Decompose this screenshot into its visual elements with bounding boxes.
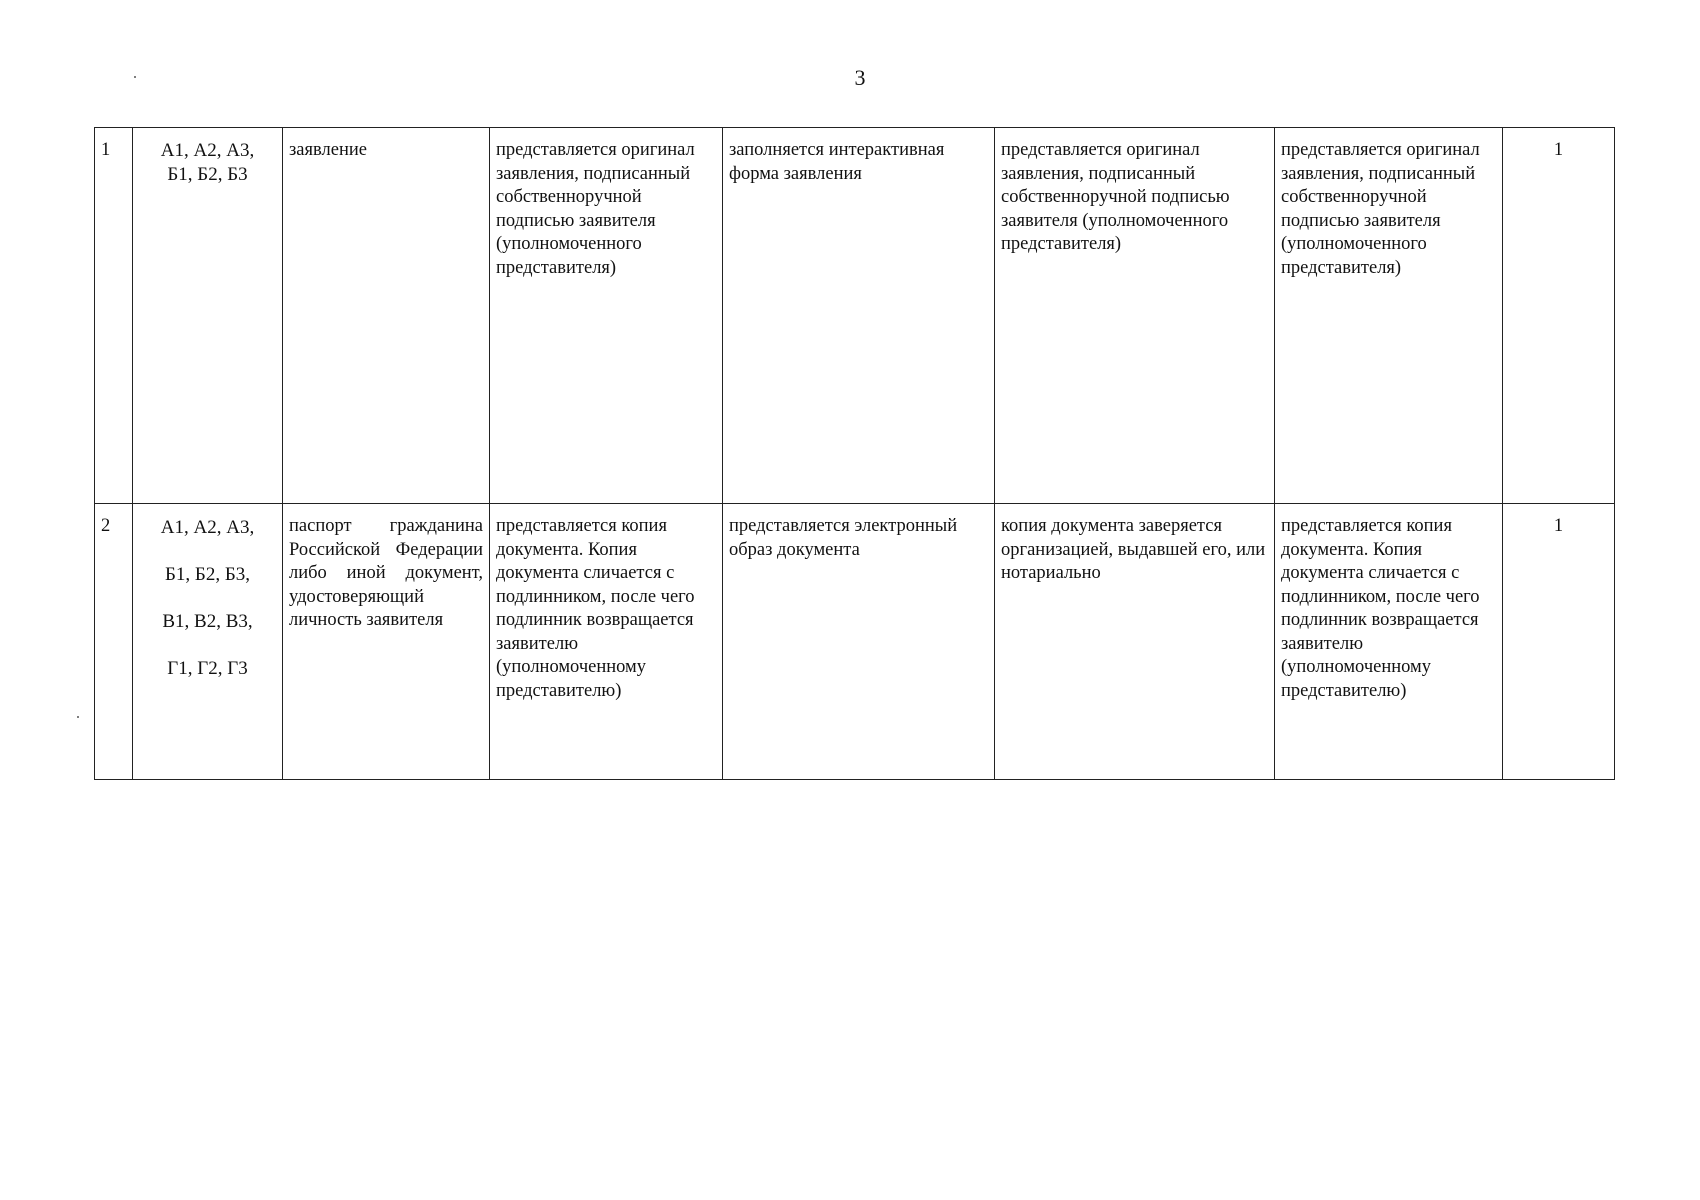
requirement-cell: представляется оригинал заявления, подписанный собственноручной подписью заявителя (уполномоченного представителя) — [1275, 128, 1503, 504]
category-cell — [133, 504, 283, 780]
electronic-form-cell: заполняется интерактивная форма заявления — [723, 128, 995, 504]
page-number: 3 — [854, 65, 866, 90]
row-number-cell: 2 — [95, 504, 133, 780]
row-number-cell: 1 — [95, 128, 133, 504]
requirement-cell: представляется копия документа. Копия документа сличается с подлинником, после чего подлинник возвращается заявителю (уполномоченному представителю) — [490, 504, 723, 780]
requirements-table — [94, 127, 1615, 780]
scan-speck — [77, 716, 79, 718]
quantity-cell: 1 — [1503, 504, 1615, 780]
electronic-form-cell: представляется электронный образ документа — [723, 504, 995, 780]
scan-speck — [134, 76, 136, 78]
certification-cell: представляется оригинал заявления, подписанный собственноручной подписью заявителя (уполномоченного представителя) — [995, 128, 1275, 504]
quantity-cell: 1 — [1503, 128, 1615, 504]
certification-cell: копия документа заверяется организацией, выдавшей его, или нотариально — [995, 504, 1275, 780]
requirement-cell: представляется оригинал заявления, подписанный собственноручной подписью заявителя (уполномоченного представителя) — [490, 128, 723, 504]
table-row — [95, 504, 1615, 780]
category-line: Б1, Б2, Б3 — [167, 164, 248, 185]
category-line: В1, В2, В3, — [162, 611, 253, 632]
table-row — [95, 128, 1615, 504]
requirement-cell: представляется копия документа. Копия документа сличается с подлинником, после чего подлинник возвращается заявителю (уполномоченному представителю) — [1275, 504, 1503, 780]
document-name-cell: паспорт гражданина Российской Федерации либо иной документ, удостоверяющий личность заявителя — [283, 504, 490, 780]
category-line: А1, А2, А3, — [160, 517, 255, 538]
category-cell — [133, 128, 283, 504]
category-line: Г1, Г2, Г3 — [167, 658, 248, 679]
category-line: Б1, Б2, Б3, — [165, 564, 250, 585]
document-name-cell: заявление — [283, 128, 490, 504]
category-line: А1, А2, А3, — [160, 140, 255, 161]
